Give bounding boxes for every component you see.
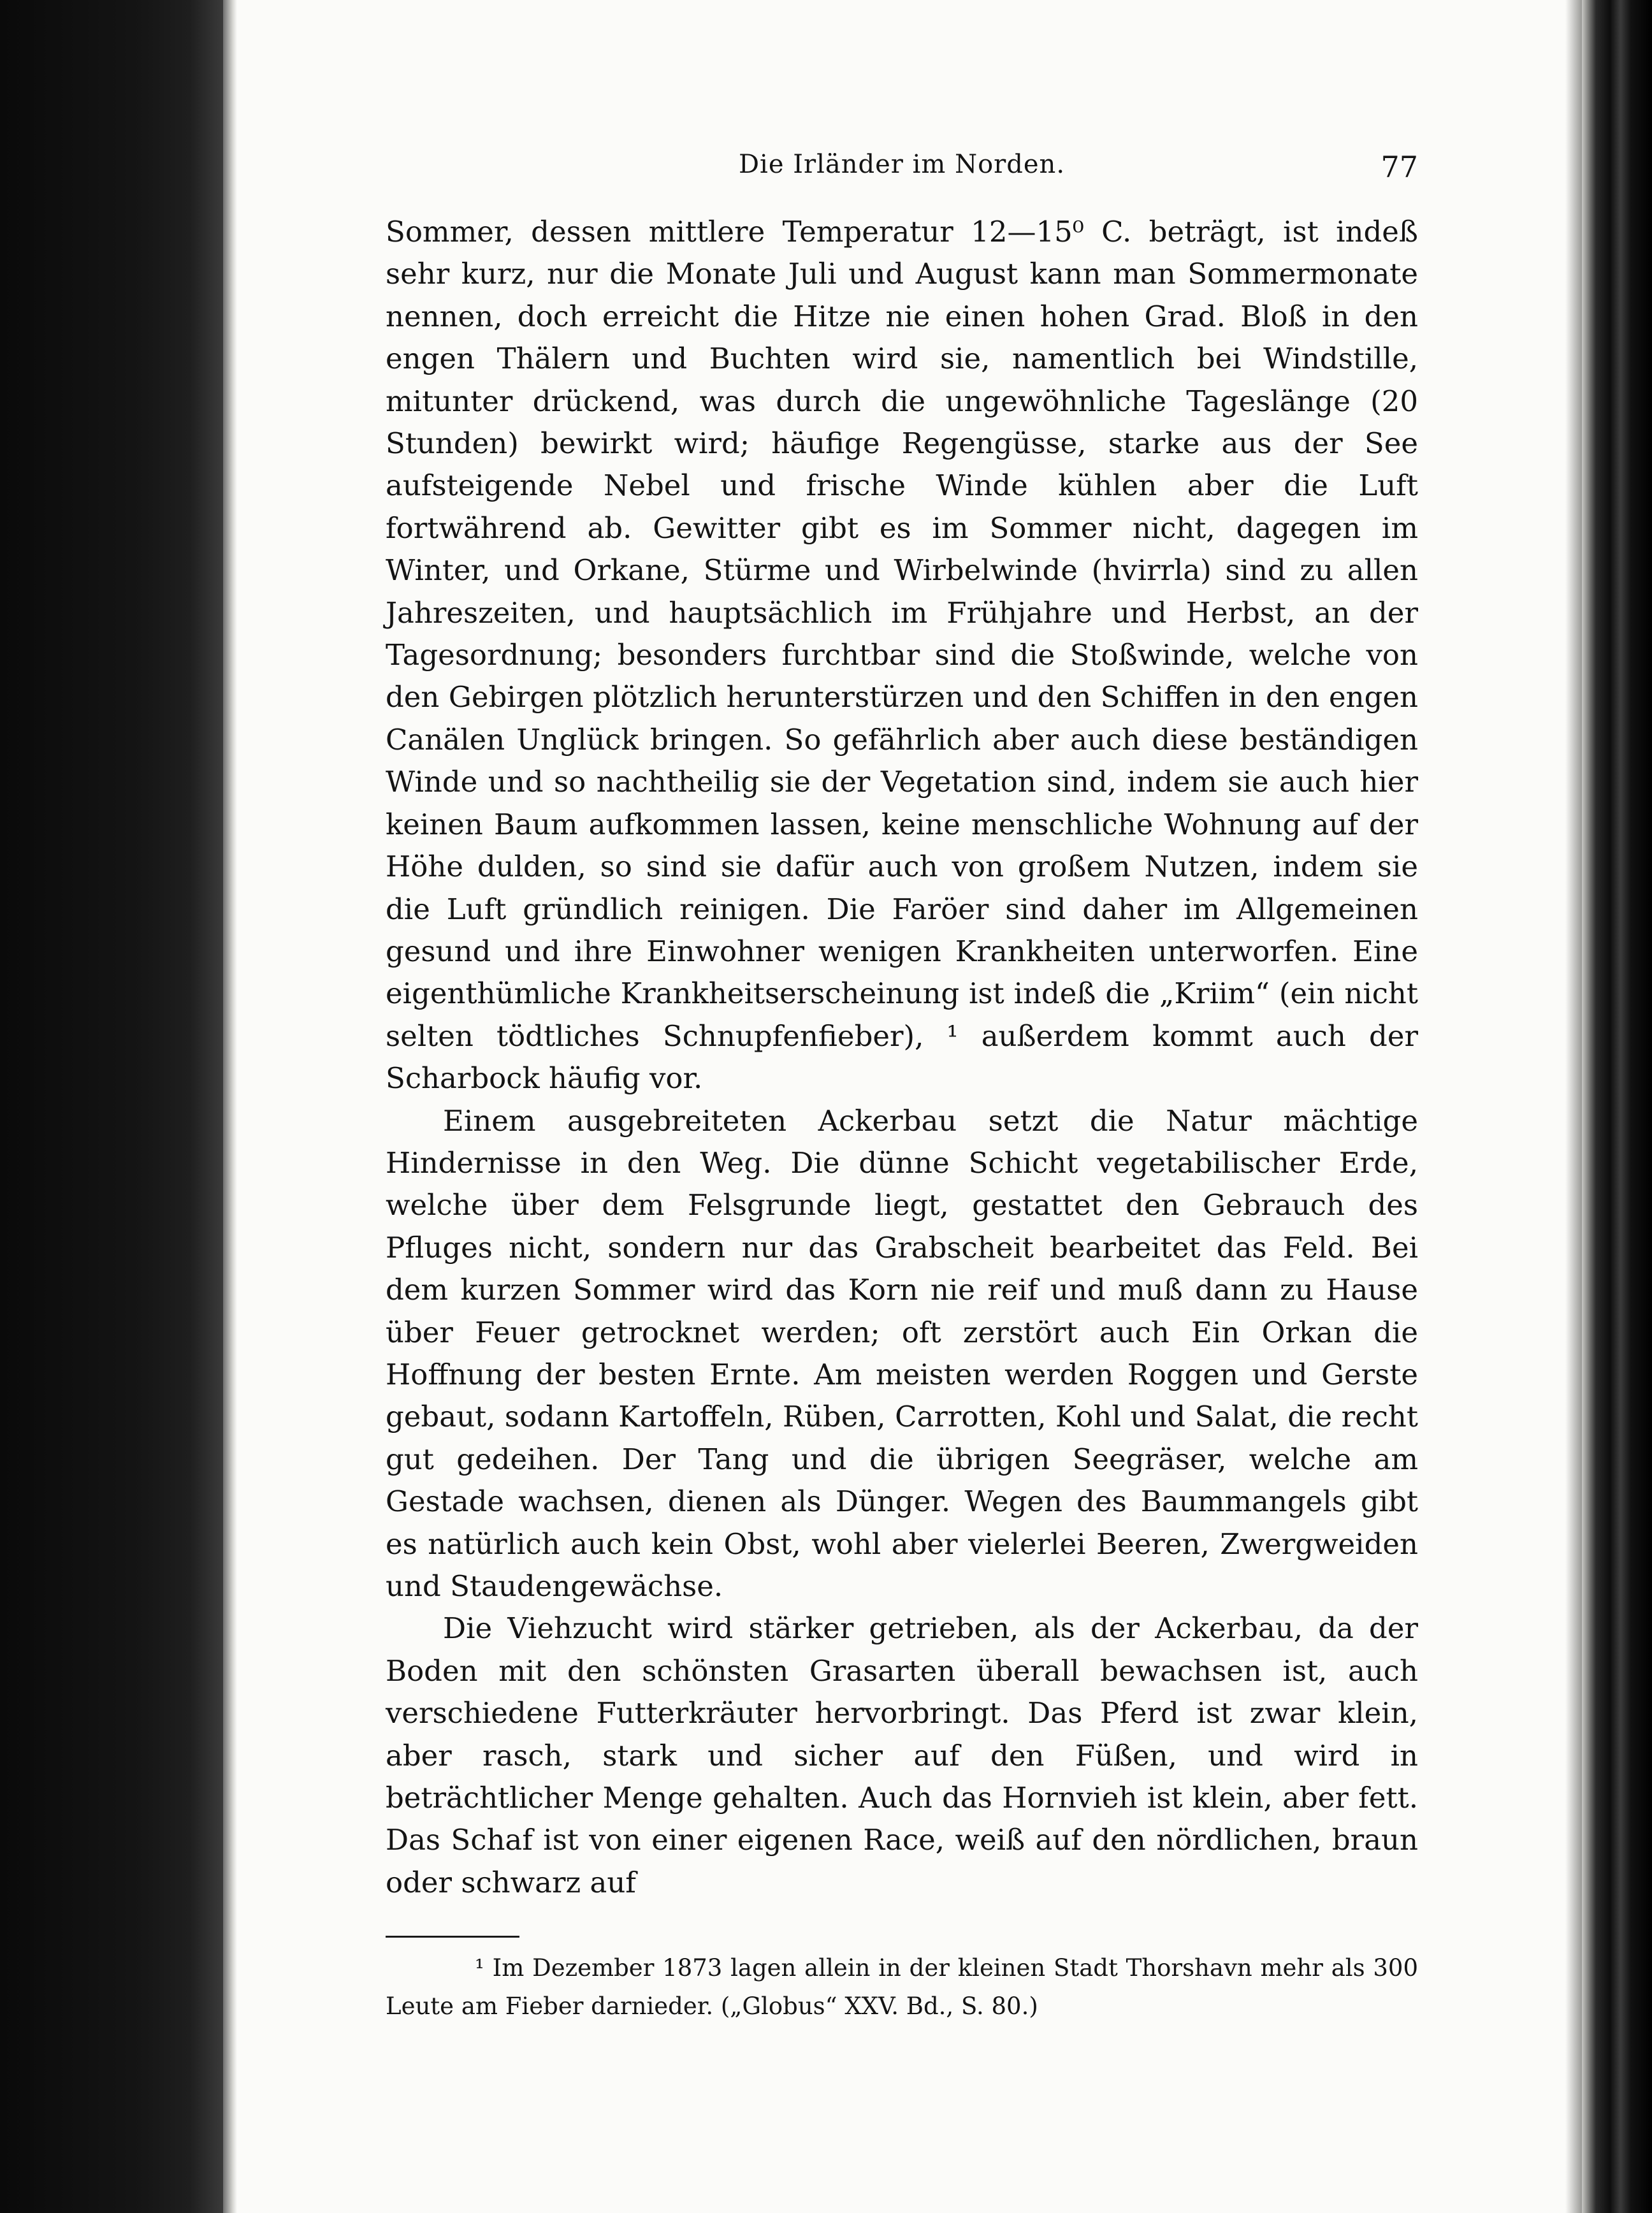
text-block [386, 150, 1418, 2026]
running-head [386, 150, 1418, 194]
paragraph-climate: Sommer, dessen mittlere Temperatur 12—15⁰ C. beträgt, ist indeß sehr kurz, nur die Monate Juli und August kann man Sommermonate nennen, doch erreicht die Hitze nie einen hohen Grad. Bloß in den engen Thälern und Buchten wird sie, namentlich bei Windstille, mitunter drückend, was durch die ungewöhnliche Tageslänge (20 Stunden) bewirkt wird; häufige Regengüsse, starke aus der See aufsteigende Nebel und frische Winde kühlen aber die Luft fortwährend ab. Gewitter gibt es im Sommer nicht, dagegen im Winter, und Orkane, Stürme und Wirbelwinde (hvirrla) sind zu allen Jahreszeiten, und hauptsächlich im Frühjahre und Herbst, an der Tagesordnung; besonders furchtbar sind die Stoßwinde, welche von den Gebirgen plötzlich herunterstürzen und den Schiffen in den engen Canälen Unglück bringen. So gefährlich aber auch diese beständigen Winde und so nachtheilig sie der Vegetation sind, indem sie auch hier keinen Baum aufkommen lassen, keine menschliche Wohnung auf der Höhe dulden, so sind sie dafür auch von großem Nutzen, indem sie die Luft gründlich reinigen. Die Faröer sind daher im Allgemeinen gesund und ihre Einwohner wenigen Krankheiten unterworfen. Eine eigenthümliche Krankheitserscheinung ist indeß die „Kriim“ (ein nicht selten tödtliches Schnupfenfieber), ¹ außerdem kommt auch der Scharbock häufig vor. [386, 215, 1418, 1096]
scan-border-right [1582, 0, 1652, 2213]
running-title: Die Irländer im Norden. [738, 150, 1066, 179]
scan-border-left [0, 0, 223, 2213]
footnote-rule [386, 1936, 519, 1938]
page-edge-shadow [1565, 0, 1582, 2213]
page-gutter-shadow [223, 0, 237, 2213]
footnote: ¹ Im Dezember 1873 lagen allein in der kleinen Stadt Thorshavn mehr als 300 Leute am Fieber darnieder. („Globus“ XXV. Bd., S. 80.) [386, 1954, 1418, 2021]
paragraph-agriculture: Einem ausgebreiteten Ackerbau setzt die Natur mächtige Hindernisse in den Weg. Die dünne Schicht vegetabilischer Erde, welche über dem Felsgrunde liegt, gestattet den Gebrauch des Pfluges nicht, sondern nur das Grabscheit bearbeitet das Feld. Bei dem kurzen Sommer wird das Korn nie reif und muß dann zu Hause über Feuer getrocknet werden; oft zerstört auch Ein Orkan die Hoffnung der besten Ernte. Am meisten werden Roggen und Gerste gebaut, sodann Kartoffeln, Rüben, Carrotten, Kohl und Salat, die recht gut gedeihen. Der Tang und die übrigen Seegräser, welche am Gestade wachsen, dienen als Dünger. Wegen des Baummangels gibt es natürlich auch kein Obst, wohl aber vielerlei Beeren, Zwergweiden und Staudengewächse. [386, 1103, 1418, 1603]
paragraph-livestock: Die Viehzucht wird stärker getrieben, als der Ackerbau, da der Boden mit den schönsten Grasarten überall bewachsen ist, auch verschiedene Futterkräuter hervorbringt. Das Pferd ist zwar klein, aber rasch, stark und sicher auf den Füßen, und wird in beträchtlicher Menge gehalten. Auch das Hornvieh ist klein, aber fett. Das Schaf ist von einer eigenen Race, weiß auf den nördlichen, braun oder schwarz auf [386, 1611, 1418, 1899]
page-number: 77 [1380, 150, 1418, 184]
